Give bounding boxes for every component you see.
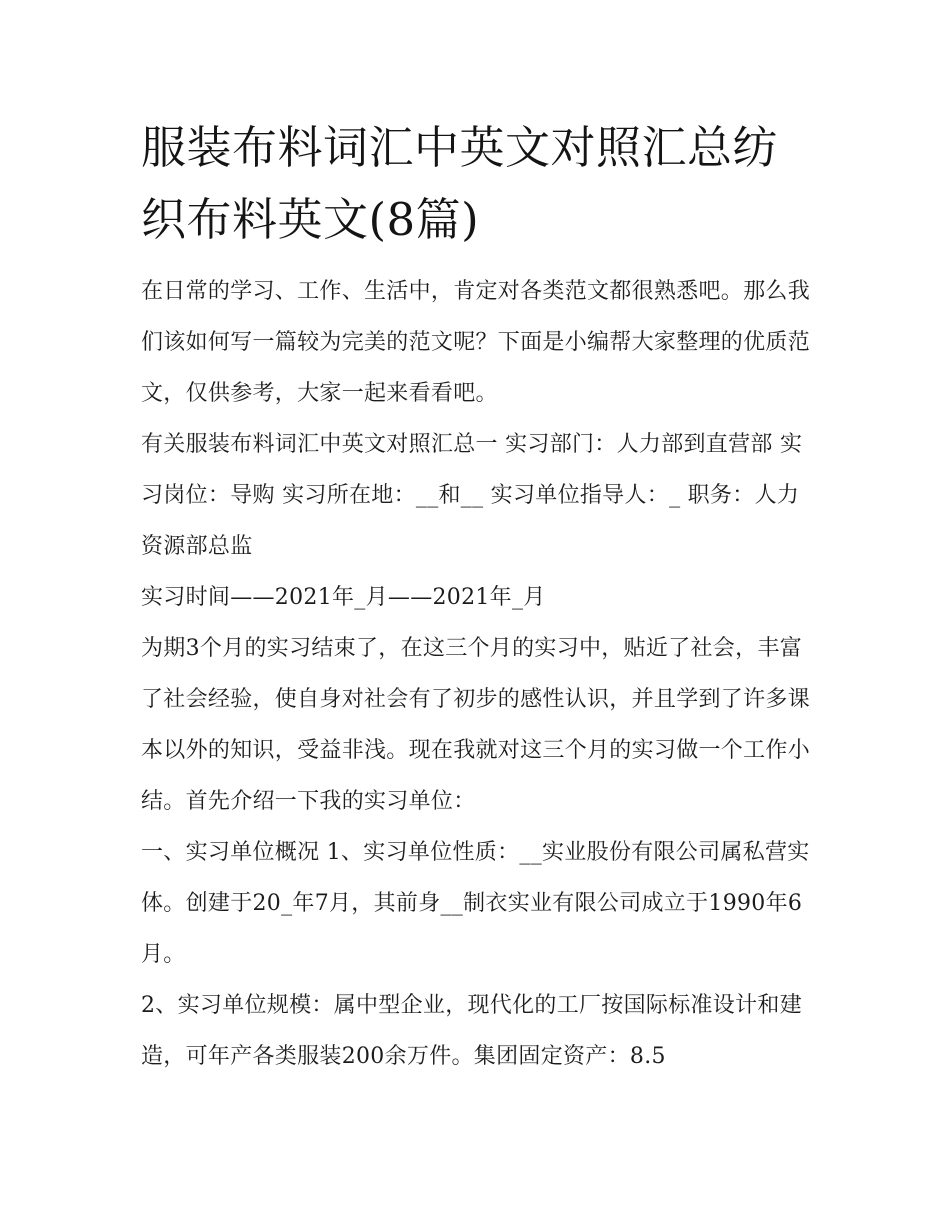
paragraph-internship-summary: 为期3个月的实习结束了，在这三个月的实习中，贴近了社会，丰富了社会经验，使自身对社会有了初步的感性认识，并且学到了许多课本以外的知识，受益非浅。现在我就对这三个月的实习做一个工作小结。首先介绍一下我的实习单位： [141, 636, 811, 814]
document-body [141, 112, 813, 1082]
paragraph-internship-info: 有关服装布料词汇中英文对照汇总一 实习部门：人力部到直营部 实习岗位：导购 实习所在地：__和__ 实习单位指导人：_ 职务：人力资源部总监 [141, 432, 803, 559]
paragraph-company-nature: 一、实习单位概况 1、实习单位性质：__实业股份有限公司属私营实体。创建于20_年7月，其前身__制衣实业有限公司成立于1990年6月。 [141, 840, 810, 967]
paragraph-intro: 在日常的学习、工作、生活中，肯定对各类范文都很熟悉吧。那么我们该如何写一篇较为完美的范文呢？下面是小编帮大家整理的优质范文，仅供参考，大家一起来看看吧。 [141, 279, 811, 406]
document-title: 服装布料词汇中英文对照汇总纺织布料英文(8篇) [141, 121, 779, 246]
paragraph-internship-time: 实习时间——2021年_月——2021年_月 [141, 585, 546, 610]
paragraph-company-scale: 2、实习单位规模：属中型企业，现代化的工厂按国际标准设计和建造，可年产各类服装200余万件。集团固定资产：8.5 [141, 993, 802, 1069]
